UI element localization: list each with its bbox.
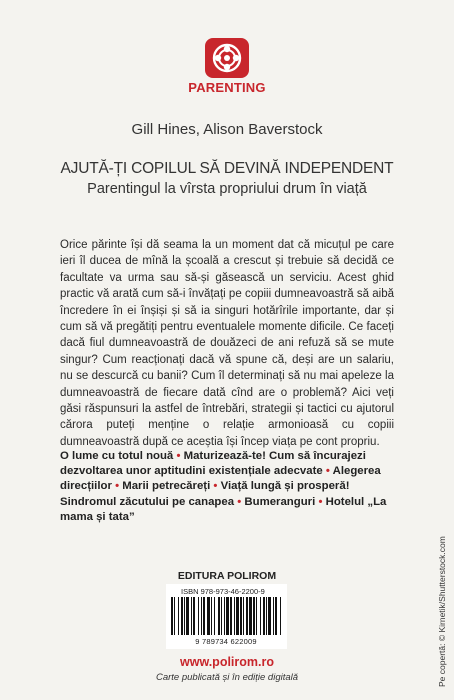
topic-item: Maturizează-te! Cum să încurajezi dezvoltarea unor aptitudini existențiale adecvate: [60, 450, 366, 478]
cover-credit: Pe copertă: © Kirnetik/Shutterstock.com: [437, 536, 447, 687]
publisher-name: EDITURA POLIROM: [177, 570, 277, 582]
topic-item: Bumeranguri: [244, 495, 316, 508]
series-brand: PARENTING: [188, 80, 266, 95]
barcode-icon: [170, 597, 282, 635]
book-subtitle: Parentingul la vîrsta propriului drum în viață: [87, 181, 367, 197]
book-description: Orice părinte își dă seama la un moment dat că micuțul pe care ieri îl ducea de mînă la școală a crescut și trebuie să decidă ce facultate va urma sau să-și găsească un serviciu. Acest ghid practic vă arată cum să-i învățați pe copiii dumneavoastră să aibă încredere în ei înșiși și să ia singuri hotărîrile importante, dar și cum să vă pregătiți pentru eventualele momente dificile. Ce faceți dacă fiul dumneavoastră de douăzeci de ani refuză să se mute singur? Cum reacționați dacă vă spune că, deși are un salariu, nu se descurcă cu banii? Cum îl determinați să nu mai apeleze la dumneavoastră de fiecare dată cînd are o problemă? Aici veți găsi răspunsuri la astfel de întrebări, strategii și tactici cu ajutorul cărora puteți menține o relație armonioasă cu copiii dumneavoastră după ce aceștia își încep viața pe cont propriu.: [60, 239, 394, 448]
book-title: AJUTĂ-ȚI COPILUL SĂ DEVINĂ INDEPENDENT: [60, 160, 394, 177]
barcode-digits: 9 789734 622009: [195, 637, 257, 646]
topics-list: O lume cu totul nouă • Maturizează-te! Cum să încurajezi dezvoltarea unor aptitudini existențiale adecvate • Alegerea direcțiilor • Marii petrecăreți • Viață lungă și prosperă! Sindromul zăcutului pe canapea • Bumeranguri • Hotelul „La mama și tata”: [60, 450, 387, 523]
topic-item: Marii petrecăreți: [122, 480, 211, 493]
digital-edition-note: Carte publicată și în ediție digitală: [155, 672, 299, 683]
topic-item: Alegerea direcțiilor: [60, 465, 381, 493]
isbn-number: ISBN 978-973-46-2200-9: [181, 587, 265, 596]
book-authors: Gill Hines, Alison Baverstock: [131, 121, 323, 138]
flower-ring-icon: [205, 38, 249, 78]
topic-item: Viață lungă și prosperă!: [220, 480, 350, 493]
topic-item: Sindromul zăcutului pe canapea: [60, 495, 235, 508]
topic-item: Hotelul „La mama și tata”: [60, 495, 387, 523]
publisher-website[interactable]: www.polirom.ro: [180, 655, 274, 669]
topic-item: O lume cu totul nouă: [60, 450, 174, 462]
